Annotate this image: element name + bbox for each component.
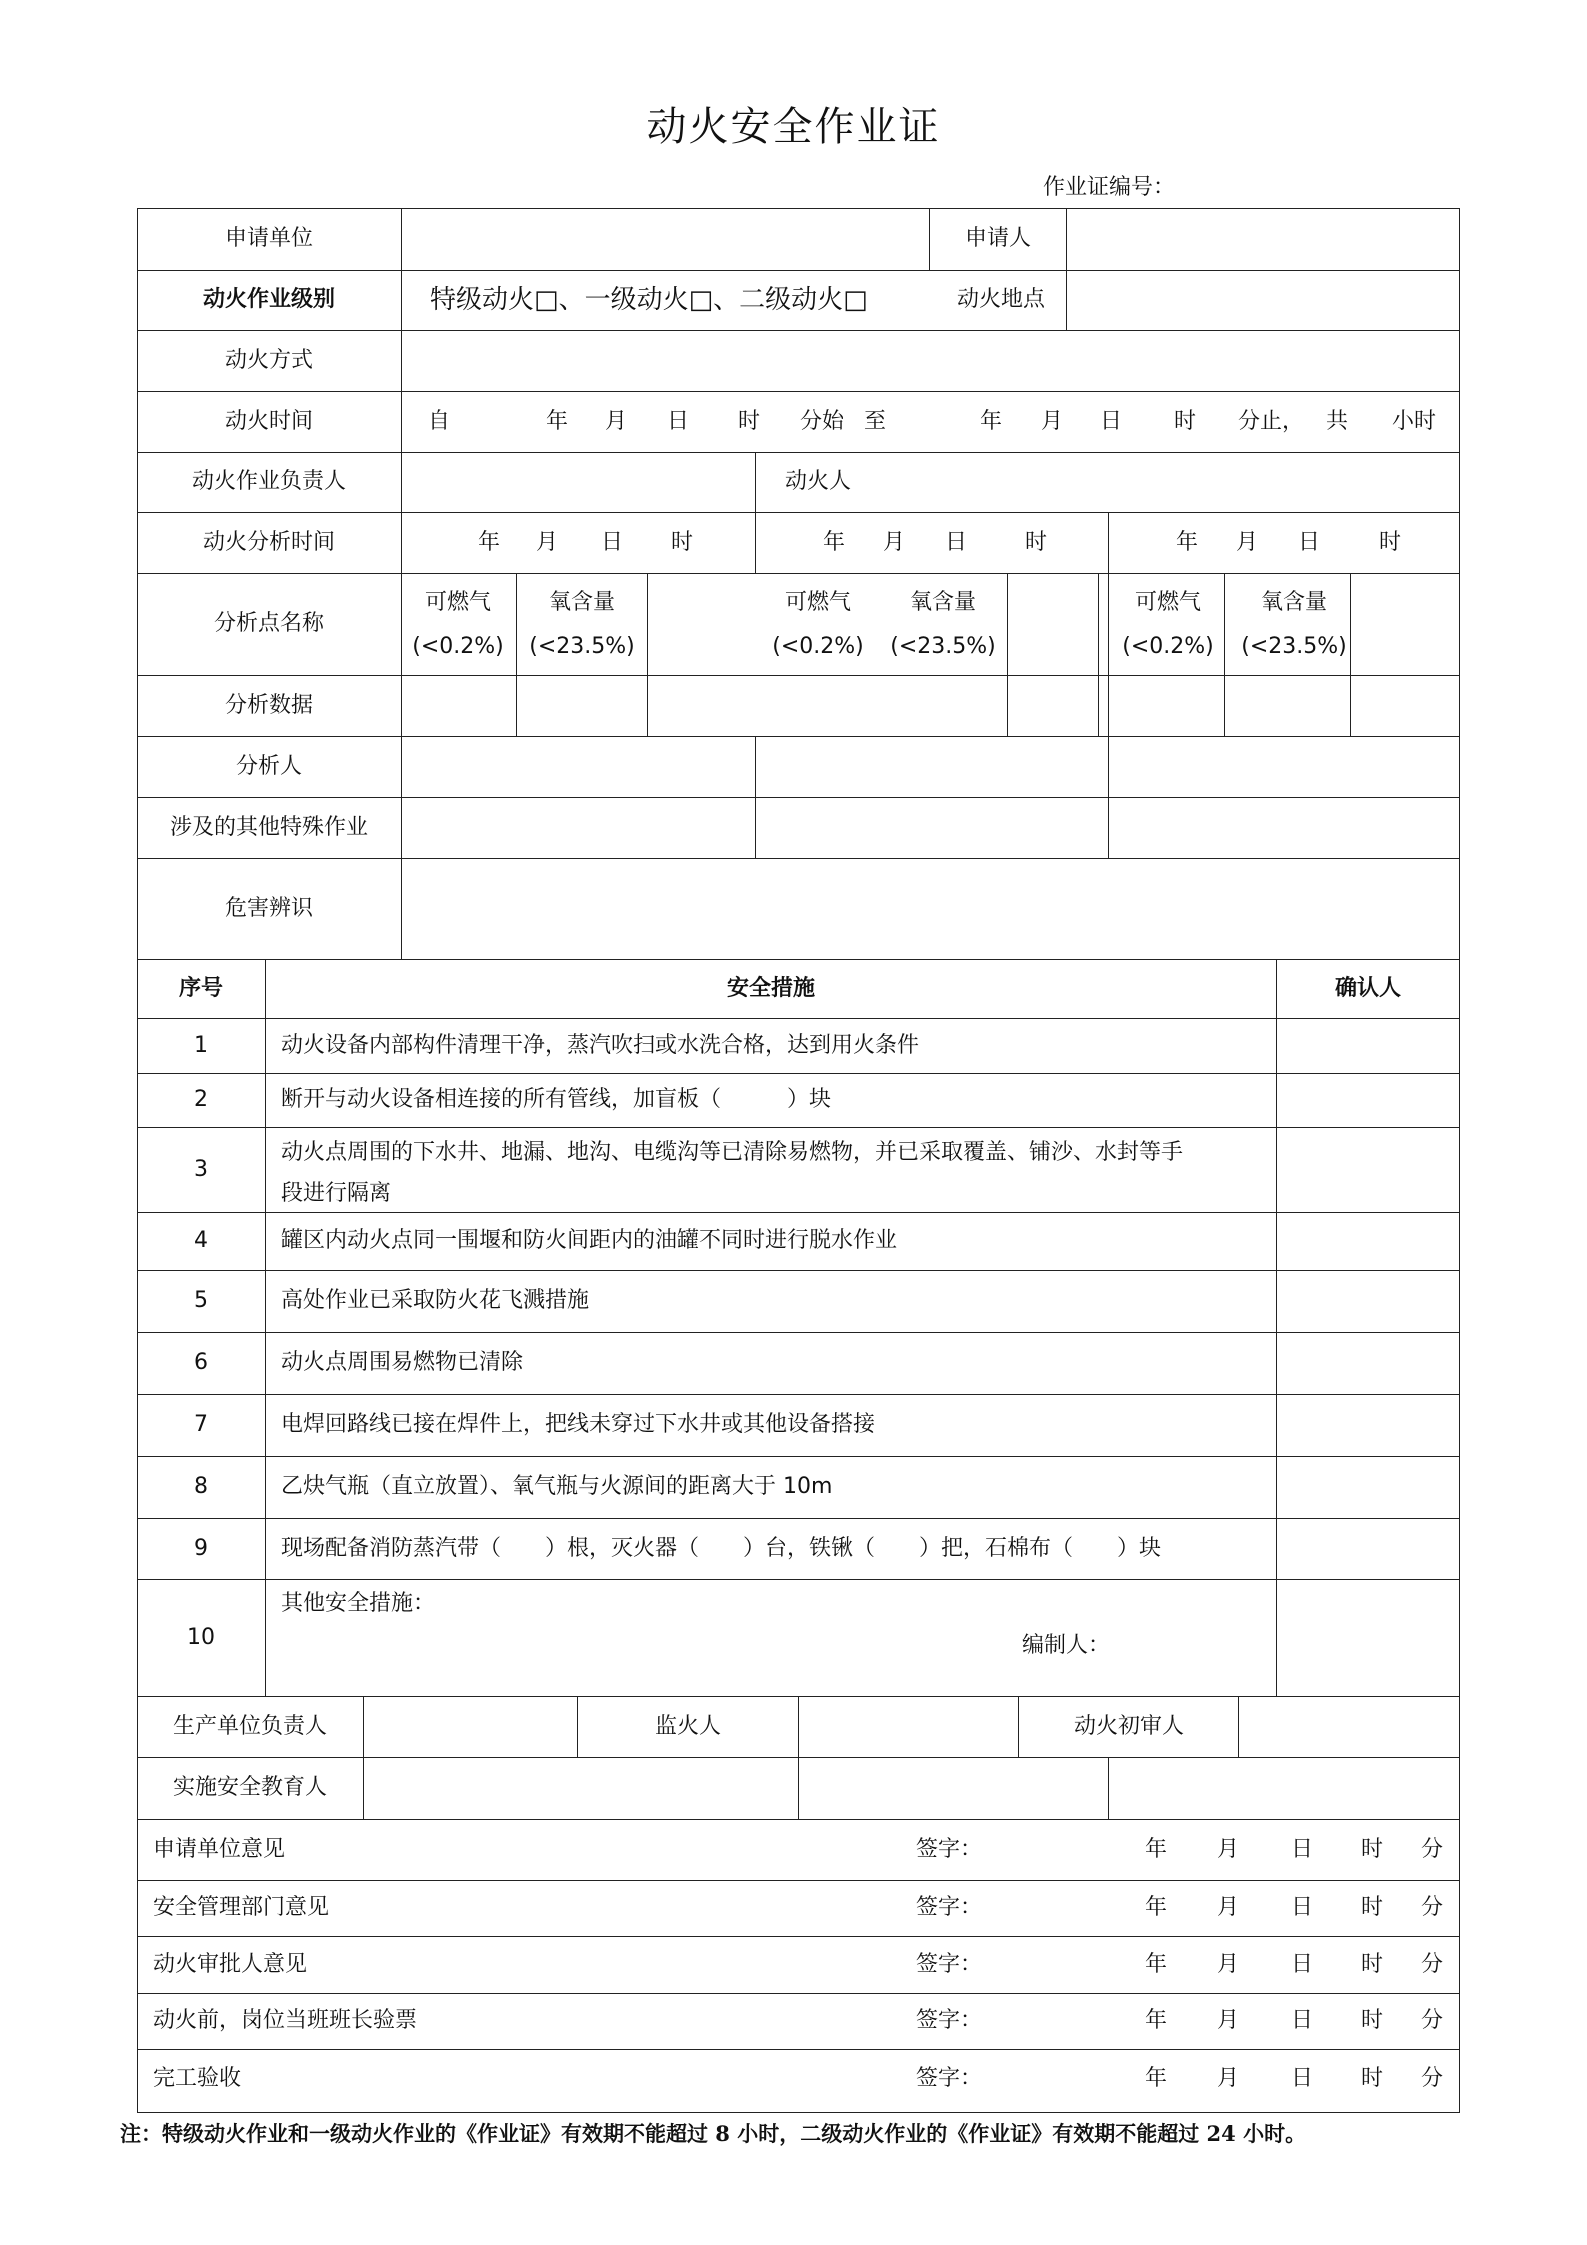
grid-hline — [137, 1456, 1460, 1457]
measure-text-8: 乙炔气瓶（直立放置）、氧气瓶与火源间的距离大于 10m — [281, 1474, 833, 1499]
gas-flammable-limit-3: (<0.2%) — [1122, 634, 1214, 659]
grid-vline — [1098, 573, 1099, 736]
label-analyst: 分析人 — [235, 754, 303, 779]
sign-day-5: 日 — [1290, 2066, 1314, 2091]
grid-hline — [137, 1993, 1460, 1994]
opinion-label-1: 申请单位意见 — [153, 1837, 286, 1862]
gas-oxygen-limit-3: (<23.5%) — [1241, 634, 1347, 659]
sign-year-1: 年 — [1144, 1837, 1168, 1862]
time-to: 至 — [864, 409, 887, 434]
analysis-month-2: 月 — [882, 530, 906, 555]
gas-flammable-limit-1: (<0.2%) — [412, 634, 504, 659]
analysis-hour-1: 时 — [670, 530, 694, 555]
analysis-day-1: 日 — [600, 530, 624, 555]
measure-no-1: 1 — [194, 1032, 208, 1058]
grid-vline — [401, 208, 402, 959]
sign-minute-5: 分 — [1420, 2066, 1444, 2091]
grid-vline — [577, 1696, 578, 1757]
time-min_end: 分止， — [1238, 409, 1305, 434]
grid-hline — [137, 1127, 1460, 1128]
grid-vline — [265, 959, 266, 1696]
measure-text-6: 动火点周围易燃物已清除 — [281, 1350, 524, 1375]
measure-text-3: 动火点周围的下水井、地漏、地沟、电缆沟等已清除易燃物，并已采取覆盖、铺沙、水封等手 — [281, 1140, 1184, 1165]
label-applicant: 申请人 — [964, 226, 1032, 251]
footnote: 注：特级动火作业和一级动火作业的《作业证》有效期不能超过 8 小时，二级动火作业的《作业证》有效期不能超过 24 小时。 — [120, 2121, 1307, 2146]
sign-month-1: 月 — [1216, 1837, 1240, 1862]
measure-no-9: 9 — [194, 1535, 208, 1561]
measure-text-10: 其他安全措施： — [281, 1591, 436, 1616]
cert-number-label: 作业证编号： — [1043, 175, 1176, 200]
grid-vline — [516, 573, 517, 736]
label-other-special-work: 涉及的其他特殊作业 — [169, 815, 369, 840]
gas-oxygen-1: 氧含量 — [548, 590, 616, 615]
measure-no-5: 5 — [194, 1288, 208, 1313]
label-production-leader: 生产单位负责人 — [172, 1714, 328, 1739]
grid-hline — [137, 736, 1460, 737]
label-hazard-identification: 危害辨识 — [224, 896, 314, 921]
grid-hline — [137, 959, 1460, 960]
grid-hline — [137, 1073, 1460, 1074]
label-safety-educator: 实施安全教育人 — [172, 1775, 328, 1800]
time-hour: 时 — [1174, 409, 1197, 434]
col-measure: 安全措施 — [726, 976, 816, 1001]
time-year: 年 — [546, 409, 569, 434]
gas-flammable-3: 可燃气 — [1134, 590, 1202, 615]
grid-vline — [929, 208, 930, 270]
time-hours: 小时 — [1392, 409, 1437, 434]
sign-minute-3: 分 — [1420, 1952, 1444, 1977]
grid-hline — [137, 797, 1460, 798]
grid-vline — [1224, 573, 1225, 736]
sign-hour-2: 时 — [1360, 1895, 1384, 1920]
gas-oxygen-2: 氧含量 — [909, 590, 977, 615]
label-first-reviewer: 动火初审人 — [1073, 1714, 1185, 1739]
grid-vline — [1276, 959, 1277, 1696]
sign-day-4: 日 — [1290, 2008, 1314, 2033]
measure-text-9: 现场配备消防蒸汽带（ ）根，灭火器（ ）台，铁锹（ ）把，石棉布（ ）块 — [281, 1535, 1162, 1561]
opinion-label-5: 完工验收 — [153, 2066, 242, 2091]
time-year: 年 — [980, 409, 1003, 434]
opinion-label-4: 动火前，岗位当班班长验票 — [153, 2008, 418, 2033]
sign-day-3: 日 — [1290, 1952, 1314, 1977]
time-month: 月 — [605, 409, 628, 434]
grid-hline — [137, 1579, 1460, 1580]
measure-text-2: 断开与动火设备相连接的所有管线，加盲板（ ）块 — [281, 1087, 832, 1112]
fire-level-options: 特级动火□、一级动火□、二级动火□ — [430, 285, 868, 315]
time-day: 日 — [667, 409, 690, 434]
label-fire-person: 动火人 — [784, 469, 852, 494]
measure-text-3-cont: 段进行隔离 — [281, 1181, 392, 1206]
sign-month-5: 月 — [1216, 2066, 1240, 2091]
sign-year-5: 年 — [1144, 2066, 1168, 2091]
grid-hline — [137, 391, 1460, 392]
sign-minute-2: 分 — [1420, 1895, 1444, 1920]
grid-hline — [137, 1270, 1460, 1271]
time-day: 日 — [1100, 409, 1123, 434]
measure-compiler-label: 编制人： — [1022, 1633, 1111, 1658]
sign-month-3: 月 — [1216, 1952, 1240, 1977]
grid-vline — [1108, 1757, 1109, 1819]
sign-label-2: 签字： — [916, 1895, 983, 1920]
analysis-year-3: 年 — [1175, 530, 1199, 555]
measure-no-7: 7 — [194, 1412, 208, 1437]
sign-label-3: 签字： — [916, 1952, 983, 1977]
grid-hline — [137, 330, 1460, 331]
grid-hline — [137, 858, 1460, 859]
grid-hline — [137, 1212, 1460, 1213]
grid-vline — [1238, 1696, 1239, 1757]
time-min_start: 分始 — [800, 409, 845, 434]
sign-label-5: 签字： — [916, 2066, 983, 2091]
measure-text-4: 罐区内动火点同一围堰和防火间距内的油罐不同时进行脱水作业 — [281, 1228, 898, 1253]
measure-no-3: 3 — [194, 1156, 208, 1182]
sign-label-1: 签字： — [916, 1837, 983, 1862]
grid-hline — [137, 1018, 1460, 1019]
gas-oxygen-limit-2: (<23.5%) — [890, 634, 996, 659]
grid-vline — [1066, 208, 1067, 330]
grid-vline — [647, 573, 648, 736]
time-hour: 时 — [738, 409, 761, 434]
grid-hline — [137, 675, 1460, 676]
grid-hline — [137, 1394, 1460, 1395]
label-fire-method: 动火方式 — [224, 348, 314, 373]
grid-hline — [137, 270, 1460, 271]
label-fire-location: 动火地点 — [956, 287, 1046, 312]
grid-vline — [363, 1696, 364, 1819]
sign-year-4: 年 — [1144, 2008, 1168, 2033]
time-total: 共 — [1326, 409, 1349, 434]
sign-minute-4: 分 — [1420, 2008, 1444, 2033]
label-analysis-time: 动火分析时间 — [202, 530, 336, 555]
measure-no-4: 4 — [194, 1228, 208, 1253]
sign-year-3: 年 — [1144, 1952, 1168, 1977]
grid-hline — [137, 1936, 1460, 1937]
sign-day-1: 日 — [1290, 1837, 1314, 1862]
opinion-label-2: 安全管理部门意见 — [153, 1895, 330, 1920]
grid-hline — [137, 1819, 1460, 1820]
grid-vline — [1350, 573, 1351, 736]
analysis-year-2: 年 — [822, 530, 846, 555]
sign-hour-1: 时 — [1360, 1837, 1384, 1862]
label-fire-watch: 监火人 — [654, 1714, 722, 1739]
label-analysis-point: 分析点名称 — [213, 611, 325, 636]
measure-no-6: 6 — [194, 1350, 208, 1375]
label-work-leader: 动火作业负责人 — [191, 469, 347, 494]
gas-oxygen-3: 氧含量 — [1260, 590, 1328, 615]
sign-hour-4: 时 — [1360, 2008, 1384, 2033]
grid-vline — [755, 736, 756, 858]
analysis-hour-2: 时 — [1024, 530, 1048, 555]
grid-hline — [137, 512, 1460, 513]
grid-hline — [137, 452, 1460, 453]
opinion-label-3: 动火审批人意见 — [153, 1952, 308, 1977]
analysis-hour-3: 时 — [1378, 530, 1402, 555]
analysis-day-2: 日 — [944, 530, 968, 555]
analysis-day-3: 日 — [1297, 530, 1321, 555]
grid-vline — [798, 1696, 799, 1819]
grid-hline — [137, 1880, 1460, 1881]
measure-no-2: 2 — [194, 1087, 208, 1112]
grid-hline — [137, 1518, 1460, 1519]
page-title: 动火安全作业证 — [646, 104, 941, 150]
grid-vline — [755, 452, 756, 573]
grid-vline — [1007, 573, 1008, 736]
gas-oxygen-limit-1: (<23.5%) — [529, 634, 635, 659]
sign-day-2: 日 — [1290, 1895, 1314, 1920]
col-confirm: 确认人 — [1334, 976, 1402, 1001]
label-analysis-data: 分析数据 — [224, 693, 314, 718]
analysis-month-3: 月 — [1235, 530, 1259, 555]
time-month: 月 — [1041, 409, 1064, 434]
analysis-year-1: 年 — [477, 530, 501, 555]
label-fire-level: 动火作业级别 — [202, 287, 336, 312]
grid-vline — [1108, 512, 1109, 858]
measure-text-1: 动火设备内部构件清理干净，蒸汽吹扫或水洗合格，达到用火条件 — [281, 1032, 920, 1058]
sign-hour-3: 时 — [1360, 1952, 1384, 1977]
grid-hline — [137, 1332, 1460, 1333]
measure-text-7: 电焊回路线已接在焊件上，把线未穿过下水井或其他设备搭接 — [281, 1412, 876, 1437]
gas-flammable-limit-2: (<0.2%) — [772, 634, 864, 659]
label-fire-time: 动火时间 — [224, 409, 314, 434]
measure-no-10: 10 — [187, 1624, 215, 1650]
gas-flammable-1: 可燃气 — [424, 590, 492, 615]
sign-label-4: 签字： — [916, 2008, 983, 2033]
measure-no-8: 8 — [194, 1474, 208, 1499]
gas-flammable-2: 可燃气 — [784, 590, 852, 615]
sign-month-2: 月 — [1216, 1895, 1240, 1920]
sign-hour-5: 时 — [1360, 2066, 1384, 2091]
measure-text-5: 高处作业已采取防火花飞溅措施 — [281, 1288, 590, 1313]
sign-year-2: 年 — [1144, 1895, 1168, 1920]
time-from: 自 — [428, 409, 451, 434]
sign-minute-1: 分 — [1420, 1837, 1444, 1862]
analysis-month-1: 月 — [535, 530, 559, 555]
grid-hline — [137, 573, 1460, 574]
sign-month-4: 月 — [1216, 2008, 1240, 2033]
grid-vline — [1018, 1696, 1019, 1757]
col-no: 序号 — [178, 976, 224, 1001]
grid-hline — [137, 2049, 1460, 2050]
label-apply-unit: 申请单位 — [224, 226, 314, 251]
